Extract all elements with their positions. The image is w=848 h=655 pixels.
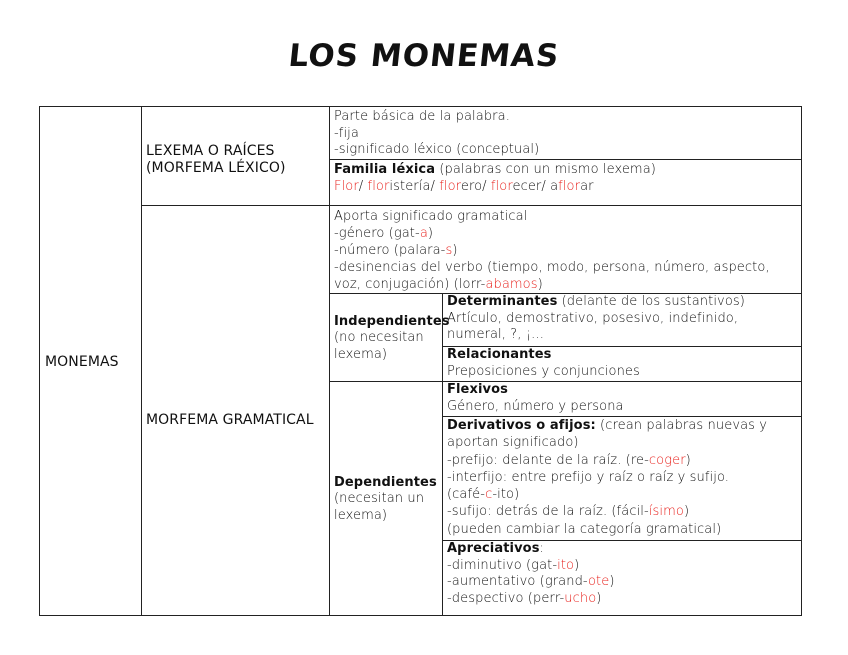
lexema-highlight: flor bbox=[367, 178, 390, 194]
determinantes-list: Artículo, demostrativo, posesivo, indefinido, bbox=[447, 310, 739, 326]
determinantes-title: Determinantes bbox=[447, 294, 558, 309]
dependientes-desc: lexema) bbox=[334, 507, 388, 523]
determinantes-cell bbox=[442, 293, 801, 346]
apreciativos-title: Apreciativos bbox=[447, 541, 540, 556]
independientes-title: Independientes bbox=[334, 313, 450, 329]
page-title: LOS MONEMAS bbox=[286, 38, 562, 74]
lexema-highlight: flor bbox=[439, 178, 461, 194]
determinantes-desc: (delante de los sustantivos) bbox=[557, 294, 745, 309]
derivativos-desc: (crean palabras nuevas y bbox=[595, 418, 768, 433]
lexema-cell bbox=[141, 107, 329, 205]
lexema-label-line2: (MORFEMA LÉXICO) bbox=[146, 160, 286, 176]
dependientes-cell bbox=[329, 381, 442, 615]
sufijo-line: -sufijo: detrás de la raíz. (fácil-ísimo) bbox=[447, 504, 690, 520]
lexema-highlight: flor bbox=[490, 178, 513, 194]
lexema-definition-line: -significado léxico (conceptual) bbox=[334, 142, 540, 157]
prefijo-line: -prefijo: delante de la raíz. (re-coger) bbox=[447, 452, 691, 468]
gramatical-intro-cell bbox=[329, 205, 801, 293]
interfijo-line: -interfijo: entre prefijo y raíz o raíz y sufijo. bbox=[447, 469, 730, 485]
flexivos-title: Flexivos bbox=[447, 382, 508, 397]
diminutivo-line: -diminutivo (gat-ito) bbox=[447, 557, 580, 573]
derivativos-title: Derivativos o afijos: bbox=[447, 418, 596, 433]
lexema-highlight: Flor bbox=[334, 178, 359, 194]
familia-lexica-title: Familia léxica bbox=[334, 162, 436, 177]
aumentativo-line: -aumentativo (grand-ote) bbox=[447, 574, 615, 589]
dependientes-title: Dependientes bbox=[334, 474, 437, 490]
interfijo-example: (café-c-ito) bbox=[447, 487, 520, 503]
familia-lexica-desc: (palabras con un mismo lexema) bbox=[435, 162, 656, 177]
apreciativos-cell: Apreciativos: -diminutivo (gat-ito) -aumentativo (grand-ote) -despectivo (perr-ucho) bbox=[442, 540, 801, 615]
familia-lexica-cell bbox=[329, 159, 801, 205]
desinencias-line: voz, conjugación) (lorr-abamos) bbox=[334, 277, 543, 292]
independientes-desc: (no necesitan bbox=[334, 330, 424, 346]
morfema-gramatical-cell bbox=[141, 205, 329, 615]
derivativos-line: aportan significado) bbox=[447, 435, 579, 451]
flexivos-cell bbox=[442, 381, 801, 416]
lexema-highlight: flor bbox=[558, 178, 581, 194]
gramatical-intro-line: Aporta significado gramatical bbox=[334, 209, 528, 224]
relacionantes-cell bbox=[442, 346, 801, 381]
flexivos-list: Género, número y persona bbox=[447, 398, 624, 414]
familia-lexica-words: Flor/ floristería/ florero/ florecer/ aflorar bbox=[334, 178, 594, 194]
monemas-cell bbox=[40, 107, 141, 615]
derivativos-cell bbox=[442, 416, 801, 540]
lexema-definition-line: -fija bbox=[334, 125, 359, 141]
relacionantes-list: Preposiciones y conjunciones bbox=[447, 363, 640, 379]
lexema-definition-line: Parte básica de la palabra. bbox=[334, 109, 510, 124]
independientes-desc: lexema) bbox=[334, 346, 388, 362]
monemas-label: MONEMAS bbox=[45, 353, 119, 370]
independientes-cell bbox=[329, 293, 450, 381]
monemas-table bbox=[39, 106, 802, 616]
morfema-gramatical-label: MORFEMA GRAMATICAL bbox=[146, 412, 314, 428]
numero-line: -número (palara-s) bbox=[334, 243, 458, 258]
sufijo-note: (pueden cambiar la categoría gramatical) bbox=[447, 521, 722, 537]
dependientes-desc: (necesitan un bbox=[334, 491, 425, 507]
lexema-definition-cell bbox=[329, 107, 801, 159]
desinencias-line: -desinencias del verbo (tiempo, modo, persona, número, aspecto, bbox=[334, 260, 770, 275]
relacionantes-title: Relacionantes bbox=[447, 347, 552, 362]
determinantes-list: numeral, ?, ¡… bbox=[447, 327, 545, 342]
lexema-label-line1: LEXEMA O RAÍCES bbox=[146, 143, 275, 159]
genero-line: -género (gat-a) bbox=[334, 226, 434, 241]
despectivo-line: -despectivo (perr-ucho) bbox=[447, 590, 602, 606]
